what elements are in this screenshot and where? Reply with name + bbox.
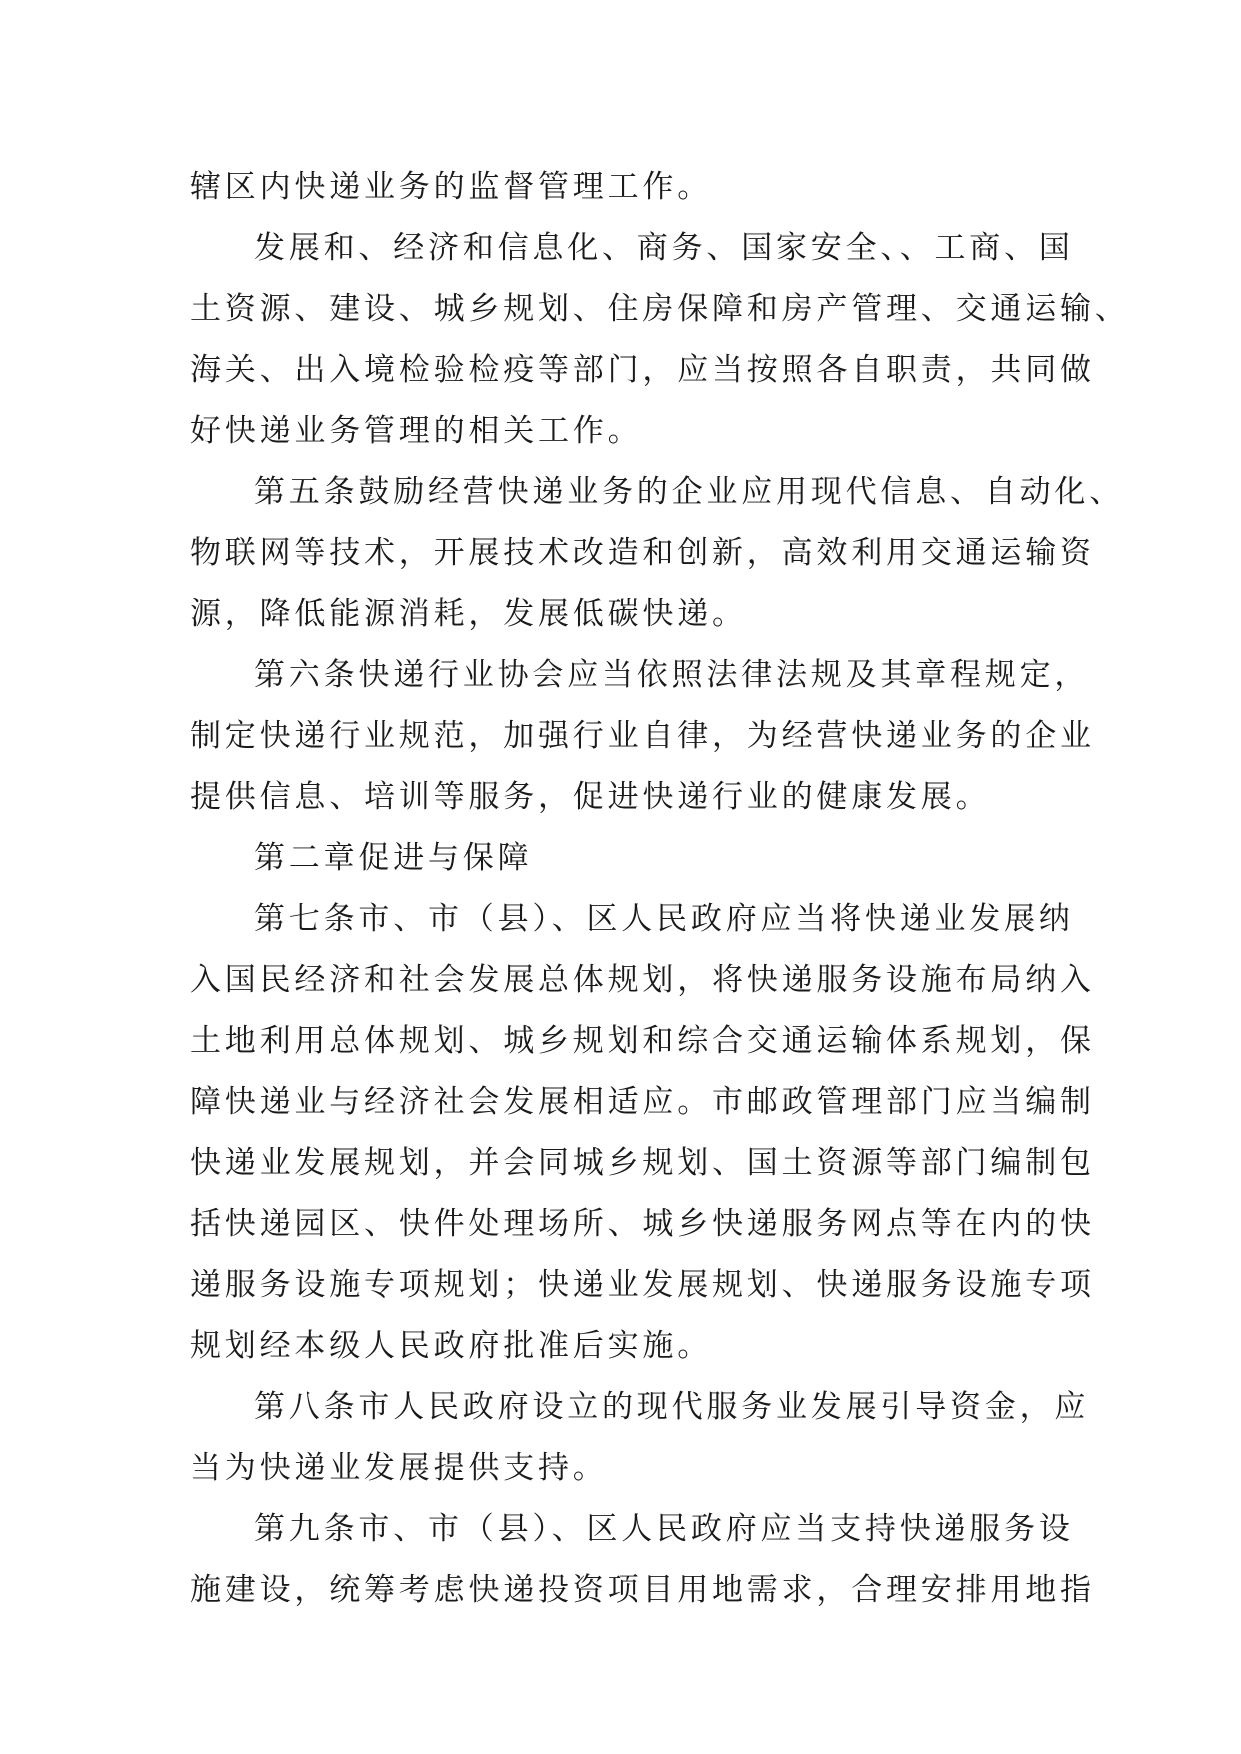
- text-line: 制定快递行业规范，加强行业自律，为经营快递业务的企业: [190, 718, 1095, 754]
- paragraph-article-9: [190, 1499, 1095, 1621]
- text-line: 土地利用总体规划、城乡规划和综合交通运输体系规划，保: [190, 1023, 1095, 1059]
- paragraph-article-6: [190, 645, 1095, 828]
- text-line: 物联网等技术，开展技术改造和创新，高效利用交通运输资: [190, 535, 1095, 571]
- text-line: 规划经本级人民政府批准后实施。: [190, 1328, 712, 1364]
- text-line: 土资源、建设、城乡规划、住房保障和房产管理、交通运输、: [190, 291, 1130, 327]
- text-line: 提供信息、培训等服务，促进快递行业的健康发展。: [190, 779, 991, 815]
- text-line: 第九条市、市（县）、区人民政府应当支持快递服务设: [254, 1511, 1074, 1547]
- paragraph-departments: [190, 218, 1130, 462]
- text-line: 递服务设施专项规划；快递业发展规划、快递服务设施专项: [190, 1267, 1095, 1303]
- document-body: [190, 157, 1130, 1621]
- text-line: 施建设，统筹考虑快递投资项目用地需求，合理安排用地指: [190, 1572, 1095, 1608]
- text-line: 快递业发展规划，并会同城乡规划、国土资源等部门编制包: [190, 1145, 1095, 1181]
- text-line: 第八条市人民政府设立的现代服务业发展引导资金，应: [254, 1389, 1090, 1425]
- text-line: 好快递业务管理的相关工作。: [190, 413, 643, 449]
- text-line: 海关、出入境检验检疫等部门，应当按照各自职责，共同做: [190, 352, 1095, 388]
- text-line: 当为快递业发展提供支持。: [190, 1450, 608, 1486]
- text-line: 辖区内快递业务的监督管理工作。: [190, 169, 712, 205]
- text-line: 括快递园区、快件处理场所、城乡快递服务网点等在内的快: [190, 1206, 1095, 1242]
- paragraph-continuation: [190, 157, 1070, 218]
- paragraph-article-5: [190, 462, 1124, 645]
- chapter-title: 第二章促进与保障: [254, 840, 533, 876]
- text-line: 第五条鼓励经营快递业务的企业应用现代信息、自动化、: [254, 474, 1124, 510]
- chapter-heading: [190, 828, 1070, 889]
- text-line: 入国民经济和社会发展总体规划，将快递服务设施布局纳入: [190, 962, 1095, 998]
- text-line: 第六条快递行业协会应当依照法律法规及其章程规定，: [254, 657, 1090, 693]
- paragraph-article-8: [190, 1377, 1090, 1499]
- text-line: 障快递业与经济社会发展相适应。市邮政管理部门应当编制: [190, 1084, 1095, 1120]
- paragraph-article-7: [190, 889, 1095, 1377]
- text-line: 源，降低能源消耗，发展低碳快递。: [190, 596, 747, 632]
- text-line: 第七条市、市（县）、区人民政府应当将快递业发展纳: [254, 901, 1074, 937]
- text-line: 发展和、经济和信息化、商务、国家安全、、工商、国: [254, 230, 1074, 266]
